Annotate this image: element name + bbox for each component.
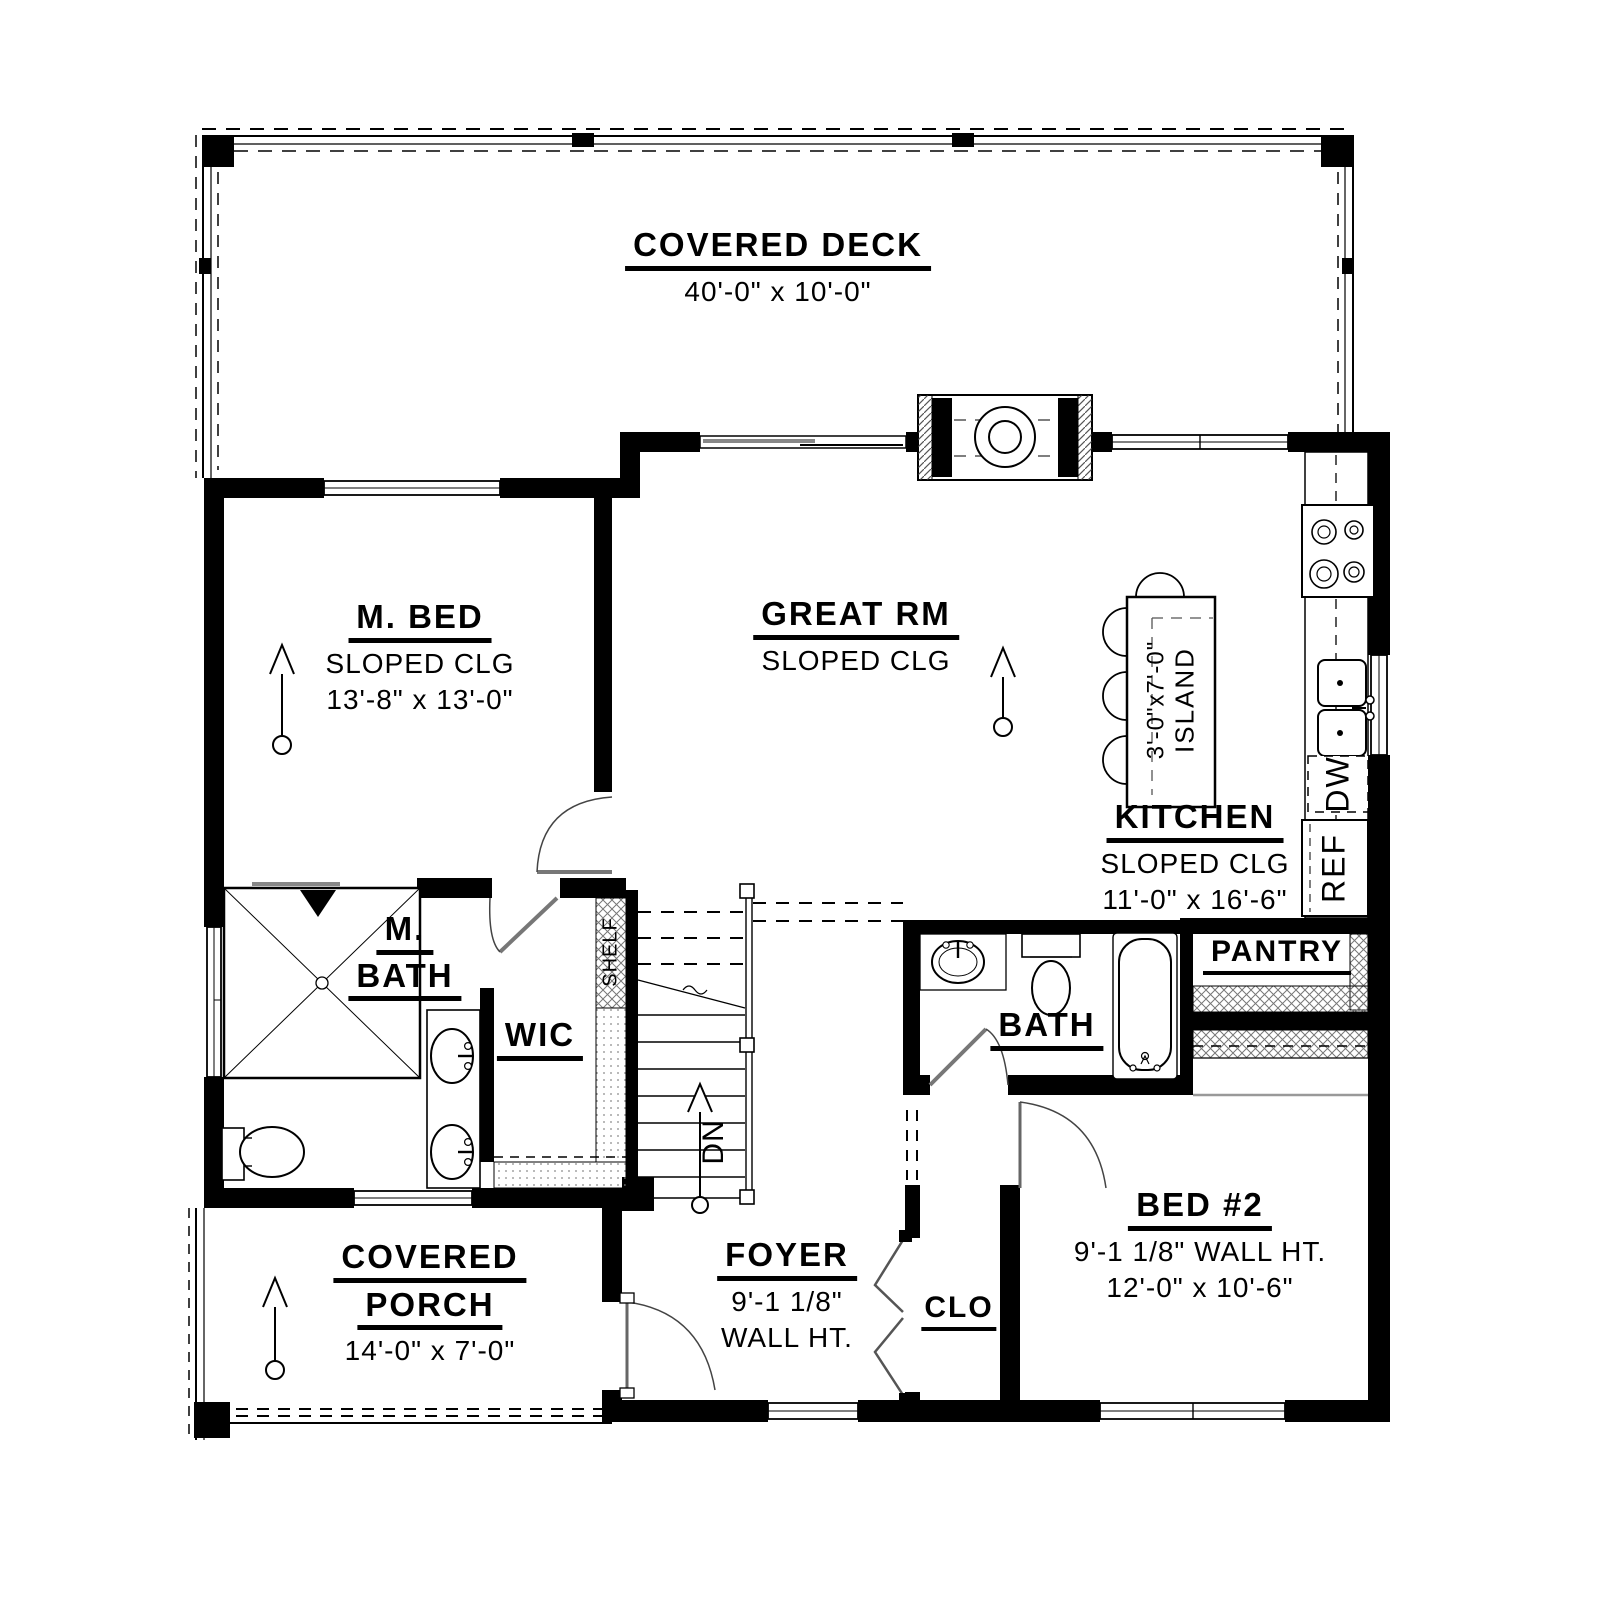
m-bed-label (326, 600, 515, 715)
clo-label (921, 1292, 996, 1331)
wic-label (497, 1018, 583, 1061)
stairs (638, 884, 754, 1204)
shelf-label (600, 917, 623, 986)
mbath-window (354, 1191, 472, 1205)
island-name: ISLAND (1168, 647, 1199, 753)
dn-text: DN (697, 1119, 730, 1165)
kitchen-label (1101, 800, 1290, 915)
island-dims: 3'-0"x7'-0" (1142, 640, 1170, 760)
mbath-toilet-icon (222, 1127, 304, 1180)
dashed-lines (753, 903, 917, 1180)
room-dims: 13'-8" x 13'-0" (326, 684, 514, 715)
bath-sink-icon (920, 934, 1006, 990)
room-ceiling: SLOPED CLG (1100, 847, 1290, 879)
room-name-line2: PORCH (357, 1288, 502, 1331)
room-dims: 40'-0" x 10'-0" (684, 275, 872, 307)
pantry-label (1203, 936, 1351, 975)
room-name: FOYER (717, 1238, 857, 1281)
bed2-door (1020, 1102, 1106, 1188)
kitchen-sink-window (1371, 655, 1387, 755)
room-name: COVERED DECK (625, 228, 931, 271)
stove-icon (1302, 505, 1374, 597)
room-name: WIC (497, 1018, 583, 1061)
sliding-door (700, 436, 906, 448)
clo-bifold-doors (875, 1230, 912, 1405)
room-name-line2: BATH (348, 959, 461, 1002)
porch-slope-arrow (263, 1278, 287, 1379)
room-name: CLO (921, 1292, 996, 1331)
great-rm-label (753, 597, 959, 676)
room-dims: 14'-0" x 7'-0" (344, 1335, 516, 1367)
foyer-window (768, 1403, 858, 1419)
shelf-text: SHELF (599, 917, 622, 987)
room-name-line1: COVERED (333, 1240, 526, 1283)
bath-toilet-icon (1022, 934, 1080, 1015)
dishwasher-label (1320, 755, 1357, 812)
covered-porch-label (333, 1240, 526, 1367)
ref-text: REF (1315, 833, 1352, 903)
island-label (1142, 641, 1199, 760)
refrigerator-label (1316, 833, 1353, 903)
dn-label (697, 1119, 731, 1164)
room-name: PANTRY (1203, 936, 1351, 975)
room-dims: 11'-0" x 16'-6" (1102, 884, 1288, 915)
greatrm-window (1112, 435, 1288, 449)
dw-text: DW (1319, 755, 1356, 813)
room-wall-ht1: 9'-1 1/8" (731, 1285, 843, 1317)
room-name: BED #2 (1128, 1188, 1272, 1231)
room-ceiling: SLOPED CLG (761, 644, 951, 676)
mbed-slope-arrow (270, 645, 294, 754)
room-wall-ht: 9'-1 1/8" WALL HT. (1073, 1235, 1327, 1267)
bed2-window (1100, 1403, 1285, 1419)
foyer-label (717, 1238, 857, 1353)
shower-window (207, 927, 221, 1077)
m-bath-label (348, 912, 461, 1001)
fireplace (918, 395, 1092, 480)
room-dims: 12'-0" x 10'-6" (1106, 1272, 1294, 1303)
room-name: BATH (990, 1008, 1103, 1051)
room-name: GREAT RM (753, 597, 959, 640)
bath-label (990, 1008, 1103, 1051)
mbed-window (324, 481, 500, 495)
greatrm-slope-arrow (991, 648, 1015, 736)
room-name: KITCHEN (1107, 800, 1284, 843)
covered-deck-label (625, 228, 931, 307)
entry-door (620, 1293, 715, 1398)
mbed-door (537, 797, 612, 872)
porch-post (194, 1402, 230, 1438)
bathtub-icon (1113, 933, 1177, 1079)
mbath-vanity (427, 1010, 480, 1188)
bed2-label (1074, 1188, 1326, 1303)
room-name: M. BED (348, 600, 492, 643)
room-ceiling: SLOPED CLG (325, 647, 515, 679)
room-name-line1: M. (377, 912, 434, 955)
room-wall-ht2: WALL HT. (721, 1322, 853, 1353)
mbath-door (490, 898, 557, 952)
